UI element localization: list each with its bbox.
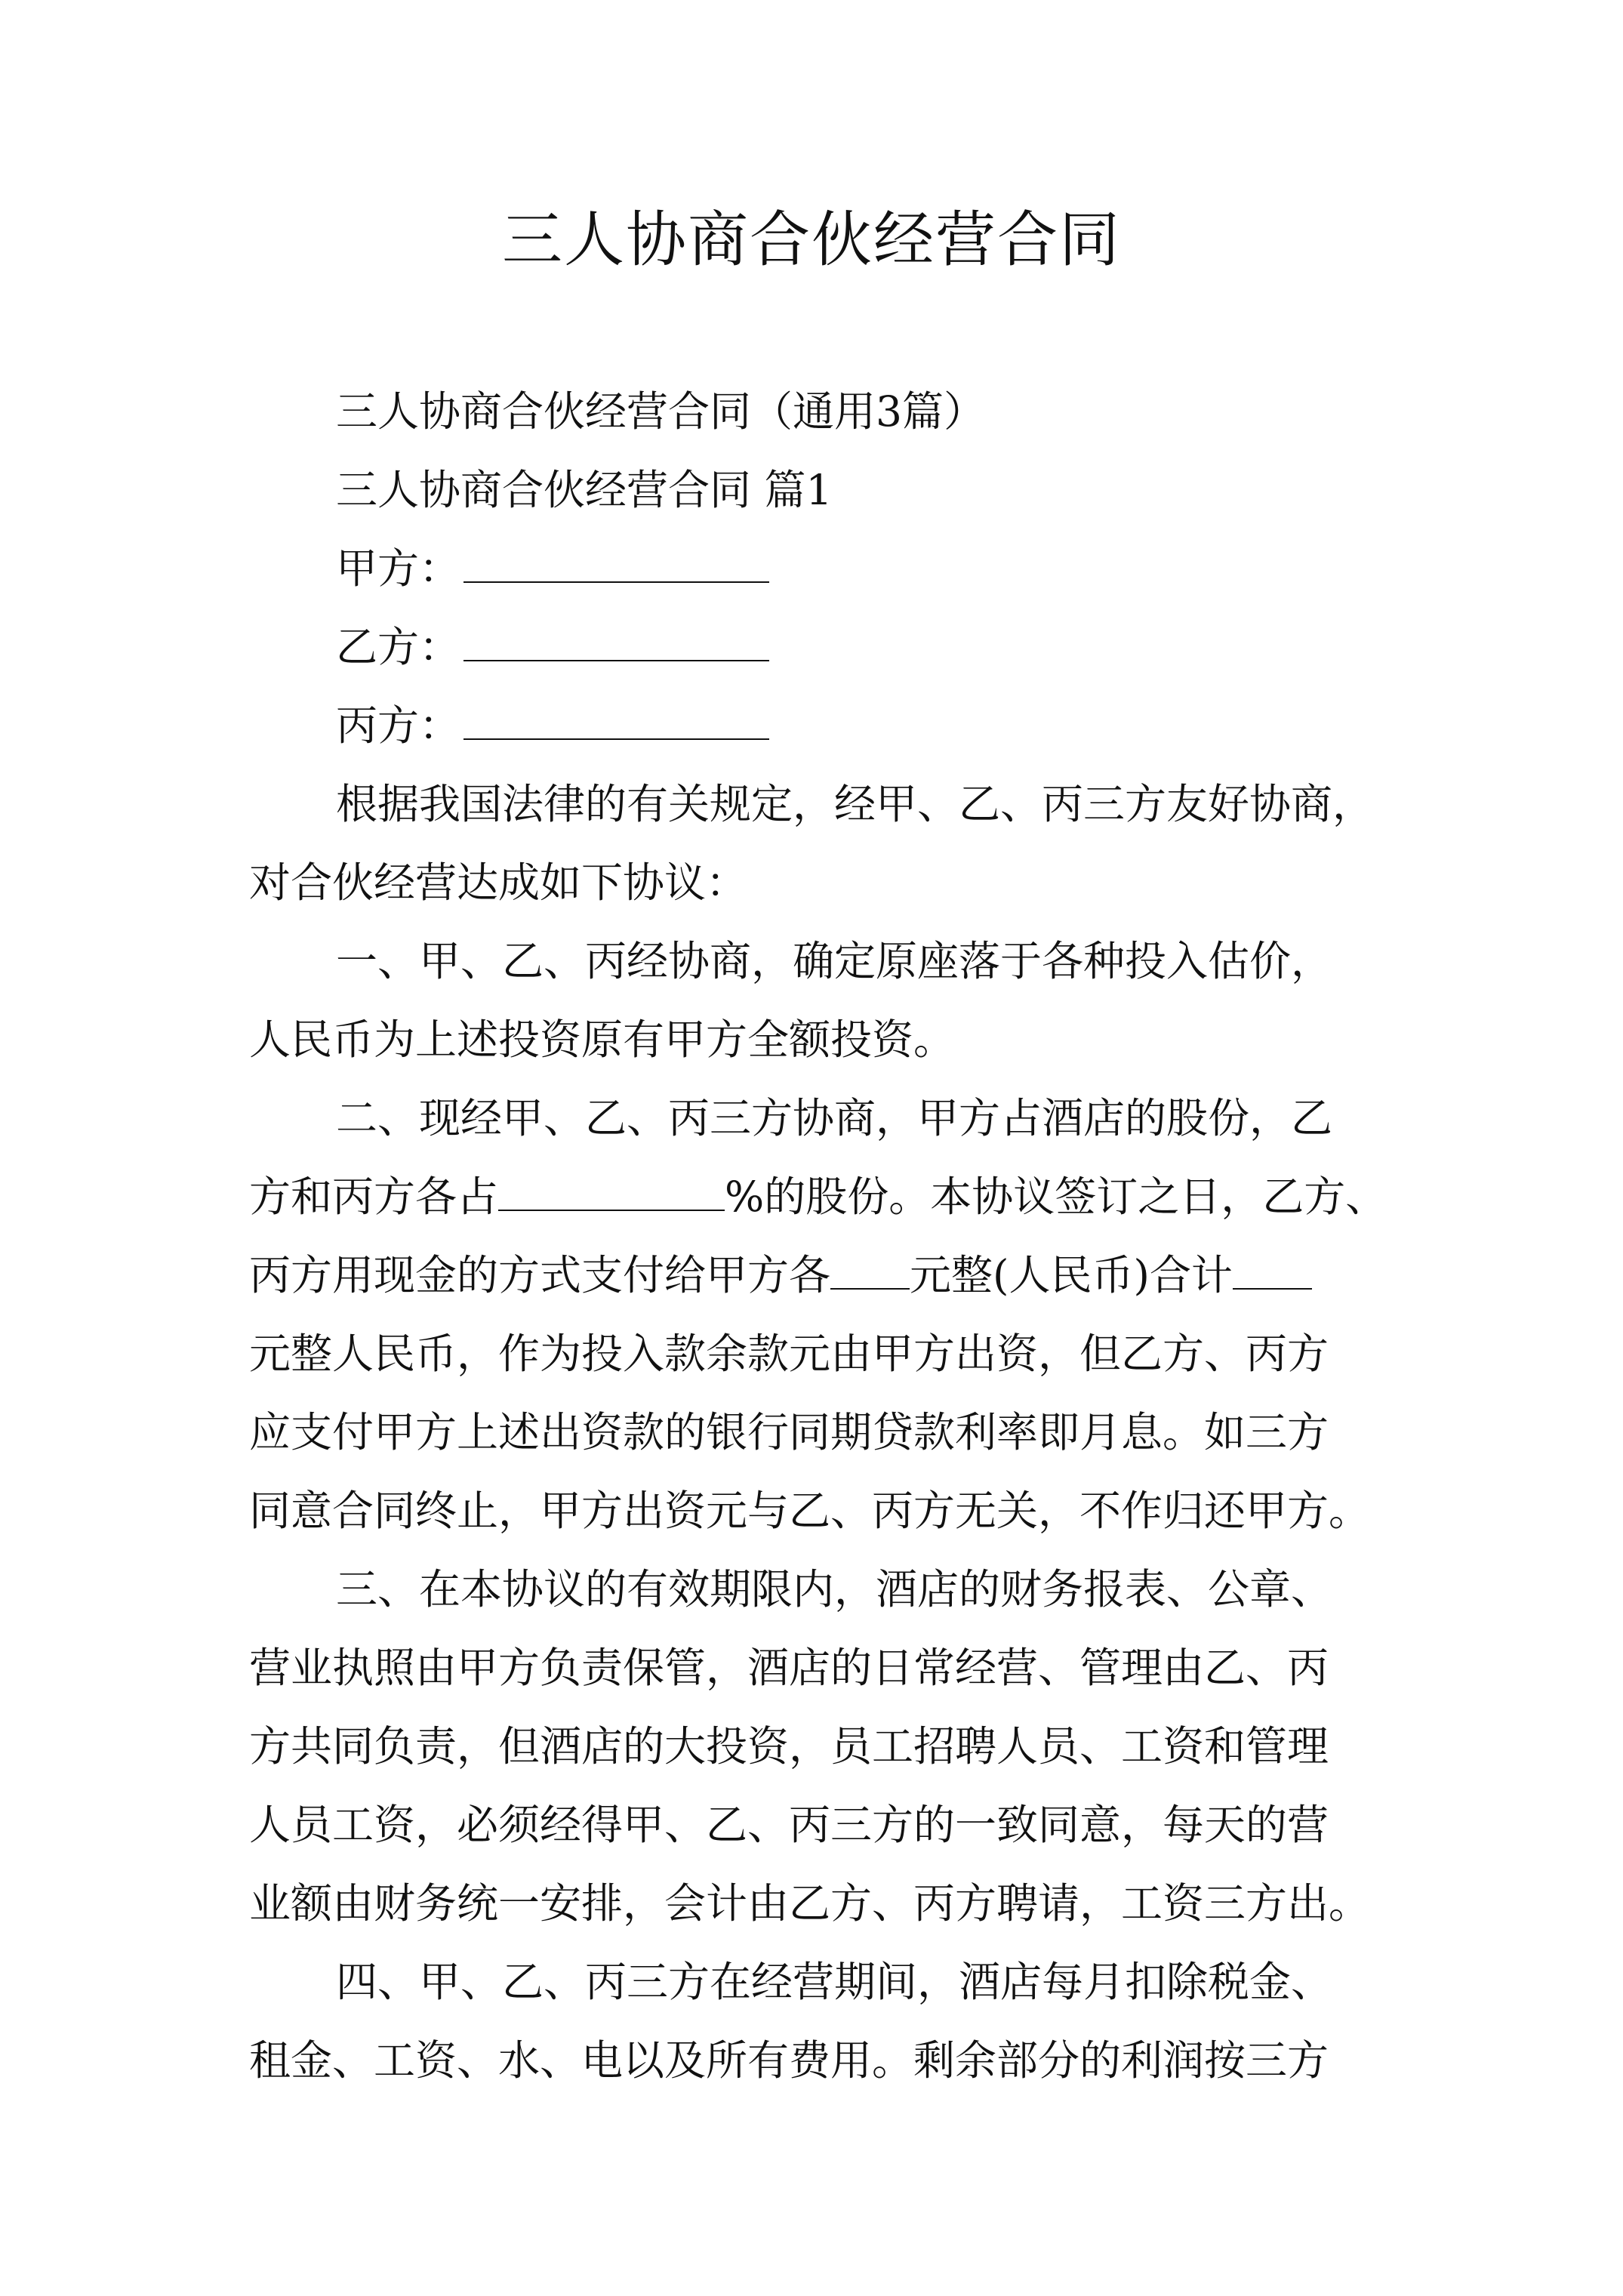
total-amount-blank bbox=[1233, 1287, 1312, 1290]
preamble-line: 根据我国法律的有关规定，经甲、乙、丙三方友好协商， bbox=[336, 780, 1375, 828]
party-b-blank bbox=[463, 659, 769, 661]
party-a-label: 甲方： bbox=[336, 544, 461, 593]
clause-2-line: 元整人民币，作为投入款余款元由甲方出资，但乙方、丙方 bbox=[249, 1330, 1329, 1378]
clause-3-line: 营业执照由甲方负责保管，酒店的日常经营、管理由乙、丙 bbox=[249, 1644, 1329, 1692]
clause-2-text: 方和丙方各占 bbox=[249, 1173, 499, 1221]
party-c-line bbox=[336, 699, 769, 752]
preamble-line: 对合伙经营达成如下协议： bbox=[249, 858, 748, 907]
party-c-blank bbox=[463, 738, 769, 740]
document-subtitle: 三人协商合伙经营合同（通用3篇） bbox=[336, 387, 985, 436]
party-c-label: 丙方： bbox=[336, 701, 461, 750]
clause-2-line: 应支付甲方上述出资款的银行同期贷款利率即月息。如三方 bbox=[249, 1408, 1329, 1456]
document-title: 三人协商合伙经营合同 bbox=[502, 205, 1121, 275]
clause-1-line: 人民币为上述投资原有甲方全额投资。 bbox=[249, 1015, 956, 1064]
clause-3-line: 三、在本协议的有效期限内，酒店的财务报表、公章、 bbox=[336, 1565, 1333, 1613]
clause-3-line: 业额由财务统一安排，会计由乙方、丙方聘请，工资三方出。 bbox=[249, 1879, 1371, 1928]
party-a-line bbox=[336, 542, 769, 595]
chapter-heading: 三人协商合伙经营合同 篇1 bbox=[336, 466, 833, 514]
clause-2-text: 元整(人民币)合计 bbox=[910, 1251, 1233, 1299]
clause-2-line: 二、现经甲、乙、丙三方协商，甲方占酒店的股份，乙 bbox=[336, 1094, 1333, 1142]
clause-4-line: 租金、工资、水、电以及所有费用。剩余部分的利润按三方 bbox=[249, 2036, 1329, 2085]
party-b-label: 乙方： bbox=[336, 623, 461, 671]
clause-2-line bbox=[249, 1249, 1312, 1302]
share-percent-blank bbox=[498, 1209, 725, 1211]
clause-1-line: 一、甲、乙、丙经协商，确定原座落于各种投入估价， bbox=[336, 937, 1333, 985]
clause-2-line bbox=[249, 1170, 1387, 1223]
payment-amount-blank bbox=[830, 1287, 910, 1290]
clause-3-line: 方共同负责，但酒店的大投资，员工招聘人员、工资和管理 bbox=[249, 1722, 1329, 1771]
clause-4-line: 四、甲、乙、丙三方在经营期间，酒店每月扣除税金、 bbox=[336, 1958, 1333, 2006]
party-b-line bbox=[336, 621, 769, 673]
party-a-blank bbox=[463, 581, 769, 583]
clause-3-line: 人员工资，必须经得甲、乙、丙三方的一致同意，每天的营 bbox=[249, 1801, 1329, 1849]
clause-2-text: 丙方用现金的方式支付给甲方各 bbox=[249, 1251, 831, 1299]
clause-2-text: %的股份。本协议签订之日，乙方、 bbox=[725, 1173, 1387, 1221]
clause-2-line: 同意合同终止，甲方出资元与乙、丙方无关，不作归还甲方。 bbox=[249, 1487, 1371, 1535]
